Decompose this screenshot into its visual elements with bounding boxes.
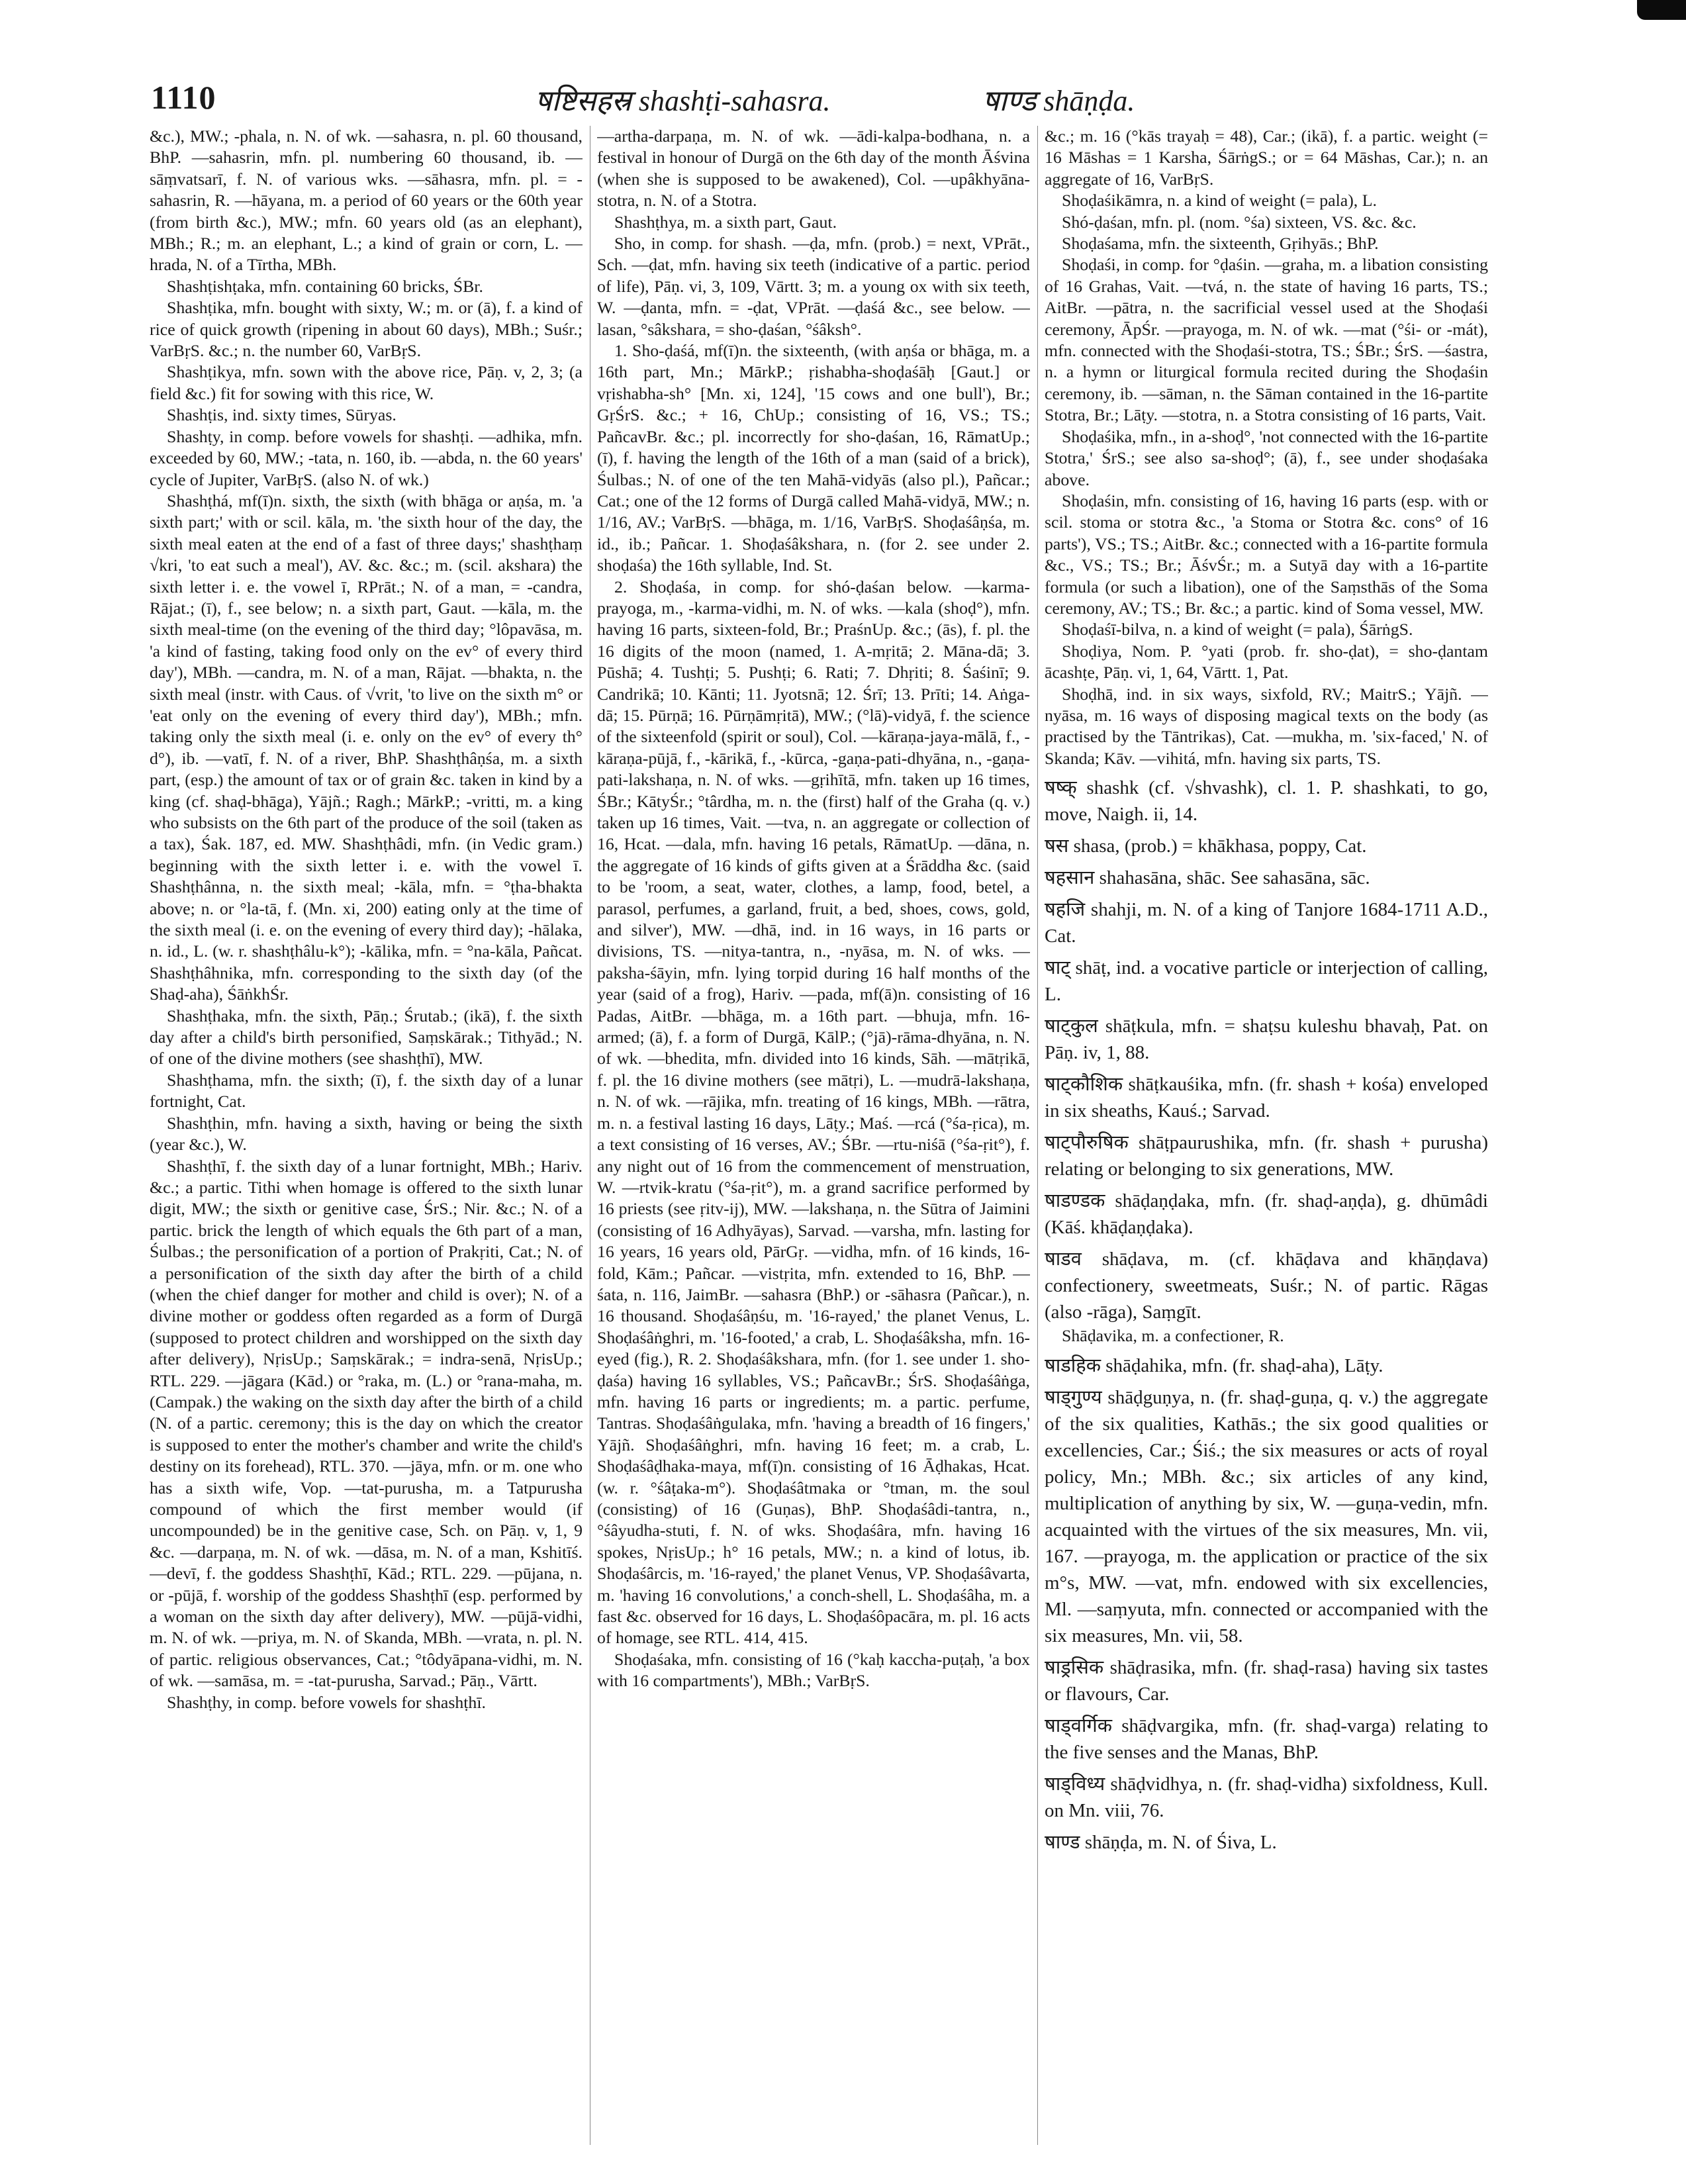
page-number: 1110 <box>151 79 216 116</box>
entry: &c.; m. 16 (°kās trayaḥ = 48), Car.; (ikā), f. a partic. weight (= 16 Māshas = 1 Karsha, ŚārṅgS.; or = 64 Māshas, Car.); n. an aggregate of 16, VarBṛS. <box>1045 126 1488 189</box>
text-columns <box>150 126 1500 2145</box>
entry: Shoḍhā, ind. in six ways, sixfold, RV.; MaitrS.; Yājñ. —nyāsa, m. 16 ways of disposing magical texts on the body (as practised by the Tāntrikas), Cat. —mukha, m. 'six-faced,' N. of Skanda; Kāv. —vihitá, mfn. having six parts, TS. <box>1045 684 1488 768</box>
page-edge-mark <box>1637 0 1686 20</box>
devanagari-entry: षाडहिक shāḍahika, mfn. (fr. shaḍ-aha), Lāṭy. <box>1045 1354 1383 1376</box>
column-2 <box>597 126 1030 2145</box>
devanagari-entry: षाड्विध्य shāḍvidhya, n. (fr. shaḍ-vidha) sixfoldness, Kull. on Mn. viii, 76. <box>1045 1773 1488 1821</box>
entry: Shoḍaśi, in comp. for °ḍaśin. —graha, m. a libation consisting of 16 Grahas, Vait. —tvá, n. the state of having 16 parts, TS.; AitBr. —pātra, n. the sacrificial vessel used at the Shoḍaśi ceremony, ĀpŚr. —prayoga, m. N. of wk. —mat (°śi- or -mát), mfn. connected with the Shoḍaśi-stotra, TS.; ŚBr.; ŚrS. —śastra, n. a hymn or liturgical formula recited during the Shoḍaśin ceremony, ib. —sāman, n. the Sāman contained in the 16-partite Stotra, Br.; Lāṭy. —stotra, n. a Stotra consisting of 16 parts, Vait. <box>1045 255 1488 425</box>
entry: 1. Sho-ḍaśá, mf(ī)n. the sixteenth, (with aṇśa or bhāga, m. a 16th part, Mn.; MārkP.; ṛishabha-shoḍaśāḥ [Gaut.] or vṛishabha-sh° [Mn. xi, 124], '15 cows and one bull'), Br.; GṛŚrS. &c.; + 16, ChUp.; consisting of 16, VS.; TS.; PañcavBr. &c.; pl. incorrectly for sho-ḍaśan, 16, RāmatUp.; (ī), f. having the length of the 16th of a man (said of a brick), Śulbas.; N. of one of the ten Mahā-vidyās (also pl.), Pañcar.; Cat.; one of the 12 forms of Durgā called Mahā-vidyā, MW.; n. 1/16, AV.; VarBṛS. —bhāga, m. 1/16, VarBṛS. Shoḍaśâṇśa, m. id., ib.; Pañcar. 1. Shoḍaśâkshara, n. (for 2. see under 2. shoḍaśa) the 16th syllable, Ind. St. <box>597 341 1030 575</box>
entry: Shoḍaśika, mfn., in a-shoḍ°, 'not connected with the 16-partite Stotra,' ŚrS.; see also sa-shoḍ°; (ā), f., see under shoḍaśaka above. <box>1045 426 1488 489</box>
entry: Shashṭhama, mfn. the sixth; (ī), f. the sixth day of a lunar fortnight, Cat. <box>150 1070 583 1112</box>
column-3 <box>1045 126 1488 2145</box>
devanagari-entry: षाट्पौरुषिक shāṭpaurushika, mfn. (fr. shash + purusha) relating or belonging to six generations, MW. <box>1045 1132 1488 1180</box>
entry: Shashṭhya, m. a sixth part, Gaut. <box>614 212 837 232</box>
devanagari-entry: षस shasa, (prob.) = khākhasa, poppy, Cat. <box>1045 835 1367 857</box>
page-header <box>151 78 1501 122</box>
entry: Shashṭhin, mfn. having a sixth, having or being the sixth (year &c.), W. <box>150 1113 583 1155</box>
entry: Shashṭhaka, mfn. the sixth, Pāṇ.; Śrutab.; (ikā), f. the sixth day after a child's birth personified, Saṃskārak.; Tithyād.; N. of one of the divine mothers (see shashṭhī), MW. <box>150 1006 583 1068</box>
running-head-right: षाण्ड shāṇḍa. <box>982 85 1135 117</box>
entry: Shoḍaśikāmra, n. a kind of weight (= pala), L. <box>1062 191 1377 211</box>
entry: Shoḍaśama, mfn. the sixteenth, Gṛihyās.; BhP. <box>1062 234 1379 254</box>
entry: Shashṭis, ind. sixty times, Sūryas. <box>167 405 397 425</box>
devanagari-entry: षाट्कौशिक shāṭkauśika, mfn. (fr. shash + kośa) enveloped in six sheaths, Kauś.; Sarvad. <box>1045 1074 1488 1122</box>
running-head-left: षष्टिसहस्र shashṭi-sahasra. <box>535 85 831 117</box>
entry: Shoḍiya, Nom. P. °yati (prob. fr. sho-ḍat), = sho-ḍantam ācashṭe, Pāṇ. vi, 1, 64, Vārtt. 1, Pat. <box>1045 641 1488 683</box>
devanagari-entry: षाडव shāḍava, m. (cf. khāḍava and khāṇḍava) confectionery, sweetmeats, Suśr.; N. of partic. Rāgas (also -rāga), Saṃgīt. <box>1045 1249 1488 1323</box>
entry: Shashṭhy, in comp. before vowels for shashṭhī. <box>167 1692 486 1712</box>
devanagari-entry: षाट् shāṭ, ind. a vocative particle or interjection of calling, L. <box>1045 957 1488 1006</box>
entry: Shoḍaśaka, mfn. consisting of 16 (°kaḥ kaccha-puṭaḥ, 'a box with 16 compartments'), MBh.; VarBṛS. <box>597 1649 1030 1691</box>
devanagari-entry: षाड्गुण्य shāḍguṇya, n. (fr. shaḍ-guṇa, q. v.) the aggregate of the six qualities, Kathās.; the six good qualities or excellencies, Car.; Śiś.; the six measures or acts of royal policy, Mn.; MBh. &c.; six articles of any kind, multiplication of anything by six, W. —guṇa-vedin, mfn. acquainted with the virtues of the six measures, Mn. vii, 167. —prayoga, m. the application or practice of the six m°s, MW. —vat, mfn. endowed with six excellencies, Ml. —saṃyuta, mfn. connected or accompanied with the six measures, Mn. vii, 58. <box>1045 1386 1488 1646</box>
devanagari-entry: षष्क् shashk (cf. √shvashk), cl. 1. P. shashkati, to go, move, Naigh. ii, 14. <box>1045 777 1488 826</box>
entry: Sho, in comp. for shash. —ḍa, mfn. (prob.) = next, VPrāt., Sch. —ḍat, mfn. having six teeth (indicative of a partic. period of life), Pāṇ. vi, 3, 109, Vārtt. 3; m. a young ox with six teeth, W. —ḍanta, mfn. = -ḍat, VPrāt. —ḍaśá &c., see below. —lasan, °sâkshara, = sho-ḍaśan, °śâksh°. <box>597 234 1030 339</box>
entry: Shashṭika, mfn. bought with sixty, W.; m. or (ā), f. a kind of rice of quick growth (ripening in about 60 days), MBh.; Suśr.; VarBṛS. &c.; n. the number 60, VarBṛS. <box>150 298 583 361</box>
entry: &c.), MW.; -phala, n. N. of wk. —sahasra, n. pl. 60 thousand, BhP. —sahasrin, mfn. pl. numbering 60 thousand, ib. —sāṃvatsarī, f. N. of various wks. —sāhasra, mfn. pl. = -sahasrin, R. —hāyana, m. a period of 60 years or the 60th year (from birth &c.), MW.; mfn. 60 years old (as an elephant), MBh.; R.; m. an elephant, L.; a kind of grain or corn, L. —hrada, N. of a Tīrtha, MBh. <box>150 126 583 275</box>
devanagari-entry: षाड्वर्गिक shāḍvargika, mfn. (fr. shaḍ-varga) relating to the five senses and the Manas, BhP. <box>1045 1715 1488 1763</box>
entry: Shoḍaśin, mfn. consisting of 16, having 16 parts (esp. with or scil. stoma or stotra &c., 'a Stoma or Stotra &c. cons° of 16 parts'), VS.; TS.; AitBr. &c.; connected with a 16-partite formula &c., VS.; TS.; Br.; ĀśvŚr.; m. a Sutyā day with a 16-partite formula (or such a libation), one of the Saṃsthās of the Soma ceremony, AV.; TS.; Br. &c.; a partic. kind of Soma vessel, MW. <box>1045 491 1488 618</box>
entry: 2. Shoḍaśa, in comp. for shó-ḍaśan below. —karma-prayoga, m., -karma-vidhi, m. N. of wks. —kala (shoḍ°), mfn. having 16 parts, sixteen-fold, Br.; PraśnUp. &c.; (ās), f. pl. the 16 digits of the moon (named, 1. A-mṛitā; 2. Māna-dā; 3. Pūshā; 4. Tushṭi; 5. Pushṭi; 6. Rati; 7. Dhṛiti; 8. Śaśinī; 9. Candrikā; 10. Kānti; 11. Jyotsnā; 12. Śrī; 13. Prīti; 14. Aṅga-dā; 15. Pūrṇā; 16. Pūrṇāmṛitā), MW.; (°lā)-vidyā, f. the science of the sixteenfold (spirit or soul), Col. —kāraṇa-jaya-mālā, f., -kāraṇa-pūjā, f., -kārikā, f., -kūrca, -gaṇa-pati-dhyāna, n., -gaṇa-pati-lakshaṇa, n. N. of wks. —gṛihītā, mfn. taken up 16 times, ŚBr.; KātyŚr.; °târdha, m. n. the (first) half of the Graha (q. v.) taken up 16 times, Vait. —tva, n. an aggregate or collection of 16, Hcat. —dala, mfn. having 16 petals, RāmatUp. —dāna, n. the aggregate of 16 kinds of gifts given at a Śrāddha &c. (said to be 'room, a seat, water, clothes, a lamp, food, betel, a parasol, perfumes, a garland, fruit, a bed, shoes, cows, gold, and silver'), MW. —dhā, ind. in 16 ways, in 16 parts or divisions, TS. —nitya-tantra, n., -nyāsa, m. N. of wks. —paksha-śāyin, mfn. lying torpid during 16 half months of the year (said of a frog), Hariv. —pada, mf(ā)n. consisting of 16 Padas, AitBr. —bhāga, m. a 16th part. —bhuja, mfn. 16-armed; (ā), f. a form of Durgā, KālP.; (°jā)-rāma-dhyāna, n. N. of wk. —bhedita, mfn. divided into 16 kinds, Sāh. —mātṛikā, f. pl. the 16 divine mothers (see mātṛi), L. —mudrā-lakshaṇa, n. N. of wk. —rājika, mfn. treating of 16 kings, MBh. —rātra, m. n. a festival lasting 16 days, Lāṭy.; Maś. —rcá (°śa-ṛica), m. a text consisting of 16 verses, AV.; ŚBr. —rtu-niśā (°śa-ṛit°), f. any night out of 16 from the commencement of menstruation, W. —rtvik-kratu (°śa-ṛit°), m. a grand sacrifice performed by 16 priests (see ṛitv-ij), MW. —lakshaṇa, n. the Sūtra of Jaimini (consisting of 16 Adhyāyas), Sarvad. —varsha, mfn. lasting for 16 years, 16 years old, PārGṛ. —vidha, mfn. of 16 kinds, 16-fold, Kām.; Pañcar. —vistṛita, mfn. extended to 16, BhP. —śata, n. 116, JaimBr. —sahasra (BhP.) or -sāhasra (Pañcar.), n. 16 thousand. Shoḍaśâṇśu, m. '16-rayed,' the planet Venus, L. Shoḍaśâṅghri, m. '16-footed,' a crab, L. Shoḍaśâksha, mfn. 16-eyed (fig.), R. 2. Shoḍaśâkshara, mfn. (for 1. see under 1. sho-ḍaśa) having 16 syllables, VS.; PañcavBr.; ŚrS. Shoḍaśâṅga, mfn. having 16 parts or ingredients; m. a partic. perfume, Tantras. Shoḍaśâṅgulaka, mfn. 'having a breadth of 16 fingers,' Yājñ. Shoḍaśâṅghri, mfn. having 16 feet; m. a crab, L. Shoḍaśâḍhaka-maya, mf(ī)n. consisting of 16 Āḍhakas, Hcat. (w. r. °śâṭaka-m°). Shoḍaśâtmaka or °tman, m. the soul (consisting) of 16 (Guṇas), BhP. Shoḍaśâdi-tantra, n., °śâyudha-stuti, f. N. of wks. Shoḍaśâra, mfn. having 16 spokes, NṛisUp.; h° 16 petals, MW.; n. a kind of lotus, ib. Shoḍaśârcis, m. '16-rayed,' the planet Venus, VP. Shoḍaśâvarta, m. 'having 16 convolutions,' a conch-shell, L. Shoḍaśâha, m. a fast &c. observed for 16 days, L. Shoḍaśôpacāra, m. pl. 16 acts of homage, see RTL. 414, 415. <box>597 577 1030 1648</box>
entry: Shoḍaśī-bilva, n. a kind of weight (= pala), ŚārṅgS. <box>1062 620 1413 640</box>
entry: Shashṭikya, mfn. sown with the above rice, Pāṇ. v, 2, 3; (a field &c.) fit for sowing with this rice, W. <box>150 362 583 403</box>
devanagari-entry: षाड्रसिक shāḍrasika, mfn. (fr. shaḍ-rasa) having six tastes or flavours, Car. <box>1045 1656 1488 1705</box>
entry: Shashṭhī, f. the sixth day of a lunar fortnight, MBh.; Hariv. &c.; a partic. Tithi when homage is offered to the sixth lunar digit, MW.; the sixth or genitive case, ŚrS.; Nir. &c.; N. of a partic. brick the length of which equals the 6th part of a man, Śulbas.; the personification of a portion of Prakṛiti, Cat.; N. of a personification of the sixth day after the birth of a child (when the chief danger for mother and child is over); N. of a divine mother or goddess often regarded as a form of Durgā (supposed to protect children and worshipped on the sixth day after delivery), NṛisUp.; Saṃskārak.; = indra-senā, NṛisUp.; RTL. 229. —jāgara (Kād.) or °raka, m. (L.) or °rana-maha, m. (Campak.) the waking on the sixth day after the birth of a child (N. of a partic. ceremony; this is the day on which the creator is supposed to enter the mother's chamber and write the child's destiny on its forehead), RTL. 370. —jāya, mfn. or m. one who has a sixth wife, Vop. —tat-purusha, m. a Tatpurusha compound of which the first member would (if uncompounded) be in the genitive case, Sch. on Pāṇ. v, 1, 9 &c. —darpaṇa, m. N. of wk. —dāsa, m. N. of a man, Kshitīś. —devī, f. the goddess Shashṭhī, Kād.; RTL. 229. —pūjana, n. or -pūjā, f. worship of the goddess Shashṭhī (esp. performed by a woman on the sixth day after delivery), MW. —pūjā-vidhi, m. N. of wk. —priya, m. N. of Skanda, MBh. —vrata, n. pl. N. of partic. religious observances, Cat.; °tôdyāpana-vidhi, m. N. of wk. —samāsa, m. = -tat-purusha, Sarvad.; Pāṇ., Vārtt. <box>150 1156 583 1691</box>
devanagari-entry: षहजि shahji, m. N. of a king of Tanjore 1684-1711 A.D., Cat. <box>1045 899 1488 947</box>
devanagari-entry: षाण्ड shāṇḍa, m. N. of Śiva, L. <box>1045 1831 1277 1853</box>
entry: Shashṭy, in comp. before vowels for shashṭi. —adhika, mfn. exceeded by 60, MW.; -tata, n. 160, ib. —abda, n. the 60 years' cycle of Jupiter, VarBṛS. (also N. of wk.) <box>150 426 583 489</box>
entry: —artha-darpaṇa, m. N. of wk. —ādi-kalpa-bodhana, n. a festival in honour of Durgā on the 6th day of the month Āśvina (when she is supposed to be awakened), Col. —upâkhyāna-stotra, n. N. of a Stotra. <box>597 126 1030 211</box>
entry: Shashṭishṭaka, mfn. containing 60 bricks, ŚBr. <box>167 276 483 296</box>
entry: Shashṭhá, mf(ī)n. sixth, the sixth (with bhāga or aṇśa, m. 'a sixth part;' with or scil. kāla, m. 'the sixth hour of the day, the sixth meal eaten at the end of a fast of three days;' shashṭhaṃ √kri, 'to eat such a meal'), AV. &c. &c.; m. (scil. akshara) the sixth letter i. e. the vowel ī, RPrāt.; N. of a man, = -candra, Rājat.; (ī), f., see below; n. a sixth part, Gaut. —kāla, m. the sixth meal-time (on the evening of the third day; °lôpavāsa, m. 'a kind of fasting, taking food only on the ev° of every third day'), MBh. —candra, m. N. of a man, Rājat. —bhakta, n. the sixth meal (instr. with Caus. of √vrit, 'to live on the sixth m° or 'eat only on the evening of every third day'), MBh.; mfn. taking only the sixth meal (i. e. only on the ev° of every th° d°), ib. —vatī, f. N. of a river, BhP. Shashṭhâṇśa, m. a sixth part, (esp.) the amount of tax or of grain &c. taken in kind by a king (cf. shaḍ-bhāga), Yājñ.; Ragh.; MārkP.; -vritti, m. a king who subsists on the 6th part of the produce of the soil (taken as a tax), Śak. 187, ed. MW. Shashṭhâdi, mfn. (in Vedic gram.) beginning with the sixth letter i. e. with the vowel ī. Shashṭhânna, n. the sixth meal; -kāla, mfn. = °ṭha-bhakta above; n. or °la-tā, f. (Mn. xi, 200) eating only at the time of the sixth meal (i. e. on the evening of every third day); -hālaka, n. id., L. (w. r. shashṭhâlu-k°); -kālika, mfn. = °na-kāla, Pañcat. Shashṭhâhnika, mfn. corresponding to the sixth day (of the Shaḍ-aha), ŚāṅkhŚr. <box>150 491 583 1004</box>
devanagari-entry: षाडण्डक shāḍaṇḍaka, mfn. (fr. shaḍ-aṇḍa), g. dhūmâdi (Kāś. khāḍaṇḍaka). <box>1045 1190 1488 1239</box>
entry: Shó-ḍaśan, mfn. pl. (nom. °śa) sixteen, VS. &c. &c. <box>1062 212 1417 232</box>
column-1 <box>150 126 583 2145</box>
column-divider <box>1037 126 1038 2145</box>
entry: Shāḍavika, m. a confectioner, R. <box>1062 1326 1284 1346</box>
devanagari-entry: षहसान shahasāna, shāc. See sahasāna, sāc. <box>1045 867 1370 889</box>
devanagari-entry: षाट्कुल shāṭkula, mfn. = shaṭsu kuleshu bhavaḥ, Pat. on Pāṇ. iv, 1, 88. <box>1045 1016 1488 1064</box>
